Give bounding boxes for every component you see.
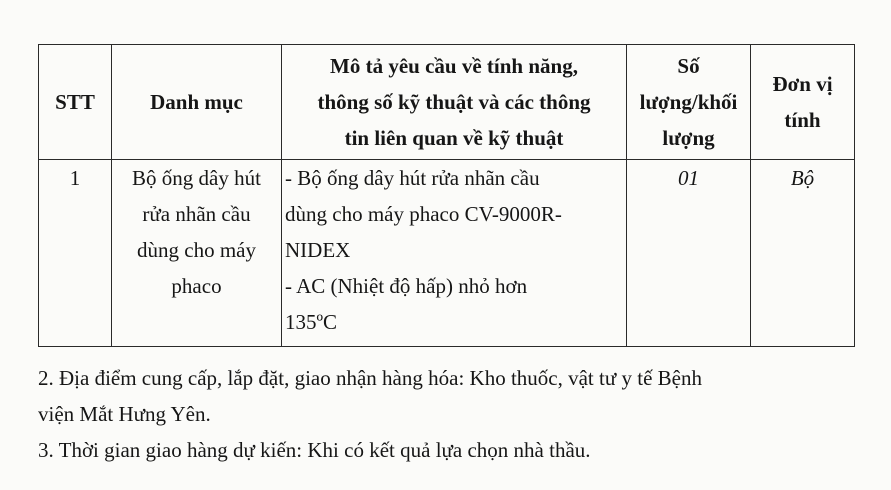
header-description-line: Mô tả yêu cầu về tính năng, — [330, 54, 578, 78]
cell-unit: Bộ — [751, 160, 855, 347]
header-description-line: thông số kỹ thuật và các thông — [317, 90, 591, 114]
cell-quantity: 01 — [627, 160, 751, 347]
header-category: Danh mục — [112, 45, 282, 160]
description-line: - AC (Nhiệt độ hấp) nhỏ hơn — [285, 274, 528, 298]
header-unit-line: Đơn vị — [772, 72, 833, 96]
cell-stt: 1 — [39, 160, 112, 347]
delivery-location-line: viện Mắt Hưng Yên. — [38, 402, 211, 426]
header-quantity-line: Số — [677, 54, 700, 78]
cell-category — [112, 160, 282, 347]
header-description-line: tin liên quan về kỹ thuật — [344, 126, 564, 150]
table-header-row — [39, 45, 855, 160]
description-line: 135ºC — [285, 310, 338, 334]
category-line: rửa nhãn cầu — [142, 202, 251, 226]
header-quantity-line: lượng — [662, 126, 715, 150]
description-line: - Bộ ống dây hút rửa nhãn cầu — [285, 166, 540, 190]
category-line: phaco — [171, 274, 222, 298]
specification-table — [38, 44, 855, 347]
cell-description — [282, 160, 627, 347]
delivery-location-note — [38, 360, 868, 432]
category-line: dùng cho máy — [137, 238, 256, 262]
header-stt: STT — [39, 45, 112, 160]
description-line: dùng cho máy phaco CV-9000R- — [285, 202, 562, 226]
header-unit-line: tính — [784, 108, 821, 132]
delivery-time-note: 3. Thời gian giao hàng dự kiến: Khi có kết quả lựa chọn nhà thầu. — [38, 438, 591, 462]
delivery-location-line: 2. Địa điểm cung cấp, lắp đặt, giao nhận hàng hóa: Kho thuốc, vật tư y tế Bệnh — [38, 366, 702, 390]
category-line: Bộ ống dây hút — [132, 166, 261, 190]
header-quantity-line: lượng/khối — [639, 90, 738, 114]
header-unit — [751, 45, 855, 160]
table-row — [39, 160, 855, 347]
header-description — [282, 45, 627, 160]
header-quantity — [627, 45, 751, 160]
description-line: NIDEX — [285, 238, 351, 262]
